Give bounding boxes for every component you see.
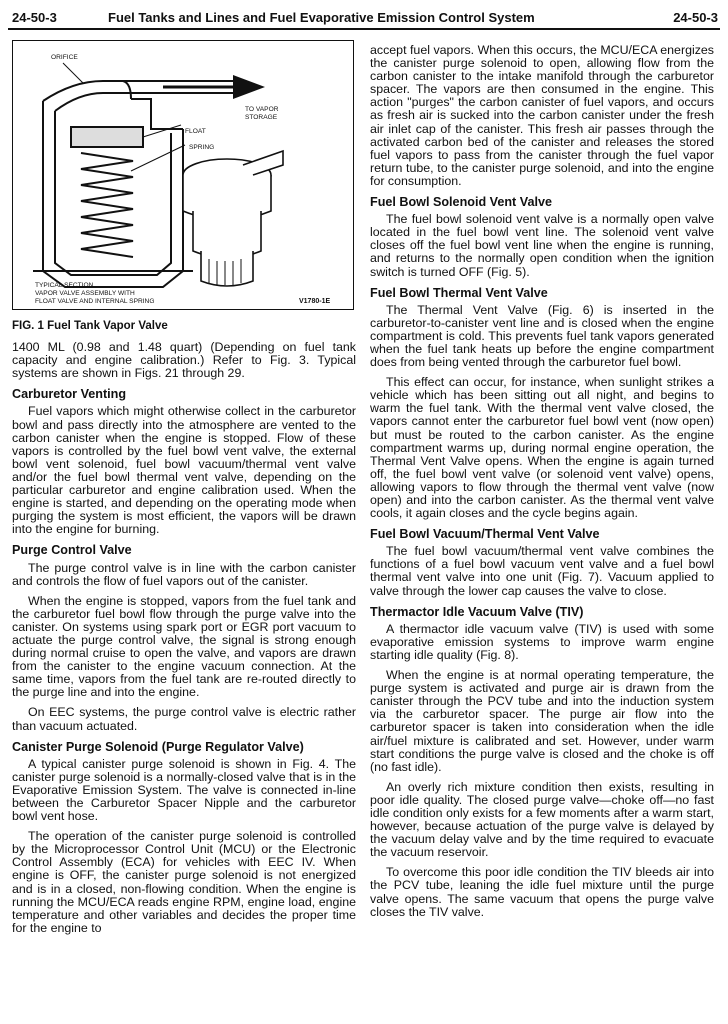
label-typical-2: VAPOR VALVE ASSEMBLY WITH (35, 290, 135, 297)
figure-code: V1780-1E (299, 298, 331, 305)
paragraph-carburetor-venting: Fuel vapors which might otherwise collect in the carburetor bowl and pass directly into the atmosphere are vented to the carbon canister when the engine is stopped. Flow of these vapors is controlled by the fuel bowl vent valve, the external bowl vent solenoid, fuel bowl vacuum/thermal vent valve and/or the fuel bowl thermal vent valve, depending on the particular carburetor and engine calibration used. When the engine is started, and depending on the operating mode when purging the system is most efficient, the vapors will be drawn into the engine for burning. (12, 404, 356, 537)
paragraph-bowl-solenoid: The fuel bowl solenoid vent valve is a normally open valve located in the fuel bowl vent line. The solenoid vent valve closes off the fuel bowl vent line when the engine is running, and returns to the normally open condition when the ignition switch is turned OFF (Fig. 5). (370, 212, 714, 279)
paragraph-tiv-3: An overly rich mixture condition then exists, resulting in poor idle quality. The closed purge valve—choke off—no fast idle condition only exists for a few moments after a warm start, however, because actuation of the purge valve is delayed by the vacuum delay valve and by the time required to evacuate the vacuum reservoir. (370, 779, 714, 860)
paragraph-purge-1: The purge control valve is in line with the carbon canister and controls the flow of fuel vapors out of the canister. (12, 560, 356, 588)
label-typical-1: TYPICAL SECTION (35, 282, 94, 289)
label-typical-3: FLOAT VALVE AND INTERNAL SPRING (35, 298, 155, 305)
heading-tiv: Thermactor Idle Vacuum Valve (TIV) (370, 604, 584, 619)
heading-bowl-solenoid: Fuel Bowl Solenoid Vent Valve (370, 195, 552, 210)
label-float: FLOAT (185, 128, 206, 135)
paragraph-tiv-4: To overcome this poor idle condition the TIV bleeds air into the PCV tube, leaning the idle fuel mixture until the purge valve opens. The same vacuum that opens the purge valve closes the TIV valve. (370, 865, 714, 919)
paragraph-canister-1: A typical canister purge solenoid is shown in Fig. 4. The canister purge solenoid is a normally-closed valve that is in the Evaporative Emission System. The valve is connected in-line between the Carburetor Spacer Nipple and the carburetor bowl vent hose. (12, 756, 356, 824)
label-orifice: ORIFICE (51, 54, 78, 61)
label-spring: SPRING (189, 144, 215, 151)
paragraph-thermal-2: This effect can occur, for instance, when sunlight strikes a vehicle which has been sitting out all night, and begins to warm the fuel tank. With the thermal vent valve closed, the vapors cannot enter the carburetor fuel bowl vent (now open) but must be routed to the carbon canister. As the engine compartment warms up, during normal engine operation, the Thermal Vent Valve opens. When the engine is again turned off, the fuel bowl vent valve (or solenoid vent valve) opens, allowing vapors to flow through the thermal vent valve (now open) and into the carbon canister. As the thermal vent valve cools, it again closes and the cycle begins again. (370, 375, 714, 521)
paragraph-purge-2: When the engine is stopped, vapors from the fuel tank and the carburetor fuel bowl flow through the purge valve into the canister. On systems using spark port or EGR port vacuum to actuate the purge control valve, the signal is strong enough during normal cruise to open the valve, and vapors are drawn from the canister to the engine vacuum connection. At the same time, vapors from the fuel tank are re-routed directly to the purge line and into the engine. (12, 593, 356, 700)
paragraph-tiv-1: A thermactor idle vacuum valve (TIV) is used with some evaporative emission systems to improve warm engine starting idle quality (Fig. 8). (370, 621, 714, 662)
paragraph-purge-3: On EEC systems, the purge control valve is electric rather than vacuum actuated. (12, 705, 356, 733)
paragraph-canister-2: The operation of the canister purge solenoid is controlled by the Microprocessor Control Unit (MCU) or the Electronic Control Assembly (ECA) for vehicles with EEC IV. When engine is OFF, the canister purge solenoid is not energized and is in a closed, non-flowing condition. When the engine is running the MCU/ECA reads engine RPM, engine load, engine temperature and other variables and decides the proper time for the engine to (12, 829, 356, 935)
label-to-vapor: TO VAPOR (245, 106, 279, 113)
paragraph-tiv-2: When the engine is at normal operating temperature, the purge system is activated and purge air is drawn from the canister through the PCV tube and into the induction system via the carburetor spacer. The purge air flow into the carburetor spacer is taken into consideration when the idle air/fuel mixture is calibrated and set. However, under warm start conditions the purge valve is closed and the choke is off (no fast idle). (370, 668, 714, 774)
heading-bowl-thermal: Fuel Bowl Thermal Vent Valve (370, 285, 548, 300)
figure-caption: FIG. 1 Fuel Tank Vapor Valve (12, 320, 168, 332)
label-storage: STORAGE (245, 114, 278, 121)
vapor-valve-diagram (13, 41, 353, 309)
heading-purge-control: Purge Control Valve (12, 543, 132, 558)
heading-vacuum-thermal: Fuel Bowl Vacuum/Thermal Vent Valve (370, 527, 600, 542)
heading-carburetor-venting: Carburetor Venting (12, 387, 127, 402)
paragraph-thermal-1: The Thermal Vent Valve (Fig. 6) is inserted in the carburetor-to-canister vent line and is closed when the engine compartment is cold. This prevents fuel tank vapors generated when the fuel tank heats up before the engine compartment does from being vented through the carburetor fuel bowl. (370, 302, 714, 370)
paragraph-continued: accept fuel vapors. When this occurs, the MCU/ECA energizes the canister purge solenoid to open, allowing flow from the carbon canister to the intake manifold through the carburetor spacer. The vapors are then consumed in the engine. This action "purges" the carbon canister of fuel vapors, and occurs as fresh air is sucked into the carbon canister under the fresh air inlet cap of the canister. This fresh air passes through the activated carbon bed of the canister and releases the stored fuel vapors to pass from the canister through the fuel vapor return tube, to the canister purge solenoid, and into the engine for consumption. (370, 43, 714, 188)
figure-fuel-tank-vapor-valve (12, 40, 354, 310)
right-column (370, 44, 714, 926)
paragraph-vacuum-thermal: The fuel bowl vacuum/thermal vent valve combines the functions of a fuel bowl vacuum vent valve and a fuel bowl thermal vent valve into one unit (Fig. 7). Vacuum applied to valve through the lower cap causes the valve to close. (370, 544, 714, 598)
page-title: Fuel Tanks and Lines and Fuel Evaporative Emission Control System (108, 10, 535, 25)
heading-canister-purge: Canister Purge Solenoid (Purge Regulator Valve) (12, 739, 304, 754)
page-number-left: 24-50-3 (12, 10, 57, 25)
page-header (8, 6, 720, 30)
page-number-right: 24-50-3 (673, 10, 718, 25)
intro-paragraph: 1400 ML (0.98 and 1.48 quart) (Depending on fuel tank capacity and engine calibration.) Refer to Fig. 3. Typical systems are shown in Figs. 21 through 29. (12, 340, 356, 381)
left-column (12, 40, 356, 942)
